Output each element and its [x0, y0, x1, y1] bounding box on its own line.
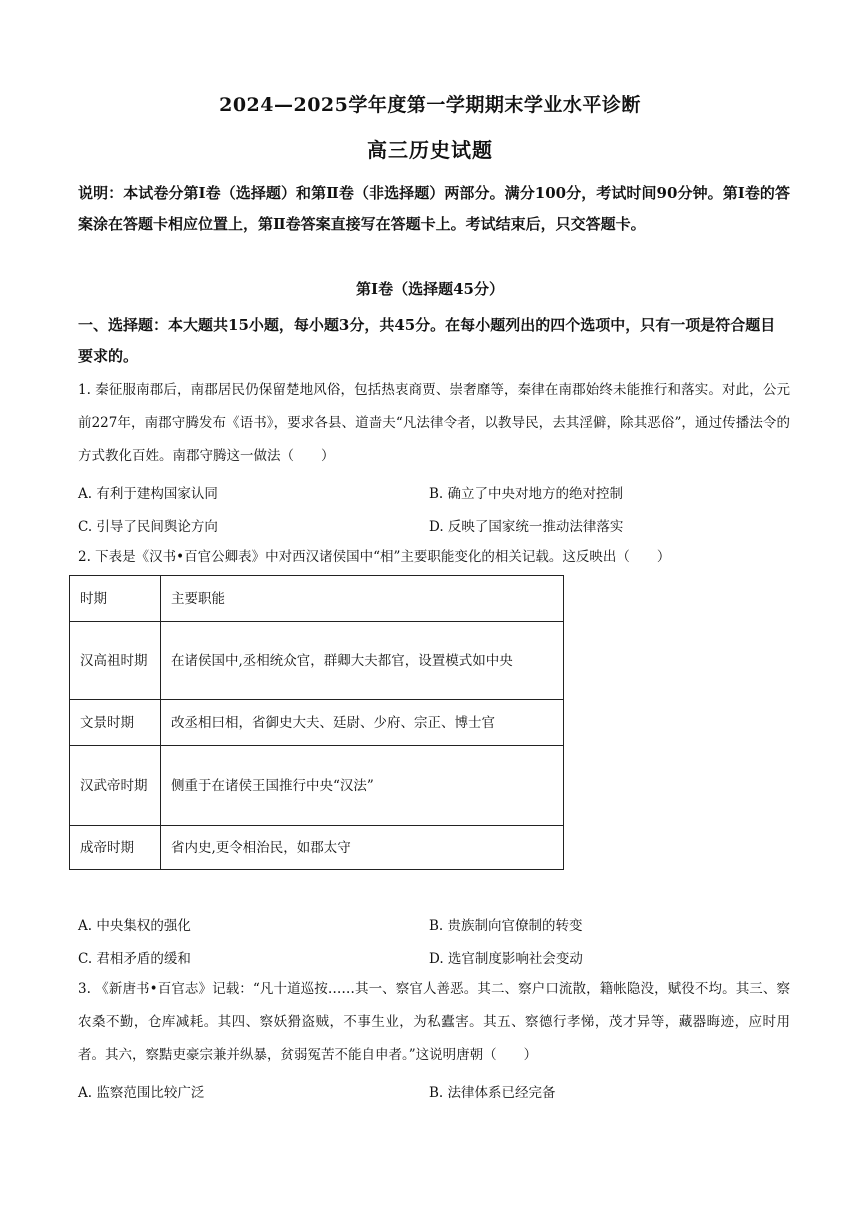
question-1-options-row-2 [78, 515, 790, 535]
table-cell-function: 改丞相曰相，省御史大夫、廷尉、少府、宗正、博士官 [161, 700, 564, 746]
question-3-options-row-1 [78, 1081, 790, 1101]
question-1-option-c: C. 引导了民间舆论方向 [78, 519, 218, 535]
question-1-option-a: A. 有利于建构国家认同 [78, 486, 218, 502]
question-2-option-d: D. 选官制度影响社会变动 [429, 951, 583, 967]
table-header-cell: 时期 [70, 576, 161, 622]
table-cell-function: 侧重于在诸侯王国推行中央“汉法” [161, 746, 564, 826]
history-table [69, 575, 564, 870]
question-1-options-row-1 [78, 482, 790, 502]
section-title: 第Ⅰ卷（选择题45分） [356, 280, 504, 298]
question-3-option-b: B. 法律体系已经完备 [429, 1085, 556, 1101]
table-cell-period: 汉高祖时期 [70, 622, 161, 700]
exam-title: 2024—2025学年度第一学期期末学业水平诊断 [219, 94, 641, 116]
table-row [70, 700, 564, 746]
question-1-option-b: B. 确立了中央对地方的绝对控制 [429, 486, 624, 502]
question-1-stem: 1. 秦征服南郡后，南郡居民仍保留楚地风俗，包括热衷商贾、崇奢靡等，秦律在南郡始终未能推行和落实。对此，公元前227年，南郡守腾发布《语书》，要求各县、道啬夫“凡法律令者，以教导民，去其淫僻，除其恶俗”，通过传播法令的方式教化百姓。南郡守腾这一做法（ ） [78, 382, 790, 464]
table-cell-period: 文景时期 [70, 700, 161, 746]
table-cell-period: 成帝时期 [70, 826, 161, 870]
table-header-row [70, 576, 564, 622]
question-2-option-b: B. 贵族制向官僚制的转变 [429, 918, 583, 934]
question-1-option-d: D. 反映了国家统一推动法律落实 [429, 519, 624, 535]
table-row [70, 746, 564, 826]
table-cell-function: 在诸侯国中,丞相统众官，群卿大夫都官，设置模式如中央 [161, 622, 564, 700]
question-3-stem: 3. 《新唐书•百官志》记载：“凡十道巡按……其一、察官人善恶。其二、察户口流散，籍帐隐没，赋役不均。其三、察农桑不勤，仓库减耗。其四、察妖猾盗贼，不事生业，为私蠹害。其五、察德行孝悌，茂才异等，藏器晦迹，应时用者。其六，察黠吏豪宗兼并纵暴，贫弱冤苦不能自申者。”这说明唐朝（ ） [78, 981, 790, 1063]
table-header-cell: 主要职能 [161, 576, 564, 622]
instructions-text: 说明：本试卷分第Ⅰ卷（选择题）和第Ⅱ卷（非选择题）两部分。满分100分，考试时间90分钟。第Ⅰ卷的答案涂在答题卡相应位置上，第Ⅱ卷答案直接写在答题卡上。考试结束后，只交答题卡。 [78, 184, 790, 233]
question-2-option-c: C. 君相矛盾的缓和 [78, 951, 191, 967]
table-row [70, 622, 564, 700]
question-2-options-row-1 [78, 914, 790, 934]
table-cell-period: 汉武帝时期 [70, 746, 161, 826]
part-heading: 一、选择题：本大题共15小题，每小题3分，共45分。在每小题列出的四个选项中，只有一项是符合题目要求的。 [78, 316, 776, 365]
table-row [70, 826, 564, 870]
question-3-option-a: A. 监察范围比较广泛 [78, 1085, 205, 1101]
question-2-option-a: A. 中央集权的强化 [78, 918, 191, 934]
question-2-stem: 2. 下表是《汉书•百官公卿表》中对西汉诸侯国中“相”主要职能变化的相关记载。这反映出（ ） [78, 549, 671, 565]
table-cell-function: 省内史,更令相治民，如郡太守 [161, 826, 564, 870]
question-2-options-row-2 [78, 947, 790, 967]
exam-subtitle: 高三历史试题 [367, 138, 493, 162]
